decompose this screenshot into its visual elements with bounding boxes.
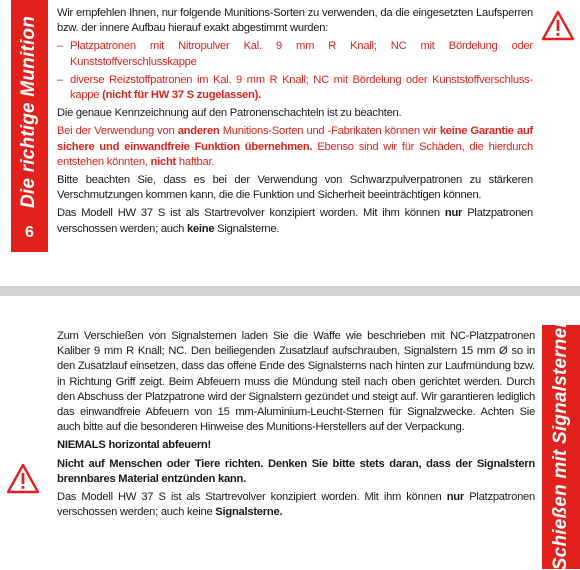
warning-text: Nicht auf Menschen oder Tiere richten. Denken Sie bitte stets daran, dass der Signalstern brennbares Material entzünden kann. [57,457,535,485]
paragraph: Das Modell HW 37 S ist als Startrevolver konzipiert worden. Mit ihm können nur Platzpatronen verschossen werden; auch keine Signalsterne. [57,491,535,519]
section-divider [0,286,580,296]
section-sidebar-bottom [542,315,580,570]
list-item: – diverse Reizstoffpatronen im Kal. 9 mm R Knall; NC mit Bördelung oder Kunststoffverschluss-kappe (nicht für HW 37 S zugelassen). [57,73,533,102]
paragraph: Das Modell HW 37 S ist als Startrevolver konzipiert worden. Mit ihm können nur Platzpatronen verschossen werden; auch keine Signalsterne. [57,207,533,235]
instructions-paragraph: Zum Verschießen von Signalsternen laden Sie die Waffe wie beschrieben mit NC-Platzpatronen Kaliber 9 mm R Knall; NC. Den beiliegenden Zusatzlauf aufschrauben, Signalstern 15 mm Ø so in den Zusatzlauf einsetzen, dass das offene Ende des Signalsterns nach hinten zur Laufmündung bzw. in Richtung Griff zeigt. Beim Abfeuern muss die Mündung steil nach oben gerichtet werden. Durch den Abschuss der Platzpatrone wird der Signalstern gezündet und steigt auf. Wir garantieren lediglich das einwandfreie Abfeuern von 15 mm-Aluminium-Leucht-Sternen für Signalzwecke. Achten Sie auch bitte auf die besonderen Hinweise des Munitions-Herstellers auf der Verpackung. [57,330,535,434]
warning-triangle-icon [541,10,575,42]
section-sidebar-top [11,0,48,252]
intro-paragraph: Wir empfehlen Ihnen, nur folgende Munitions-Sorten zu verwenden, da die eingesetzten Laufsperren bzw. der innere Aufbau hierauf exakt abgestimmt wurden: [57,7,533,35]
page-number: 6 [25,224,34,241]
warning-text: NIEMALS horizontal abfeuern! [57,439,211,452]
warranty-paragraph: Bei der Verwendung von anderen Munitions-Sorten und -Fabrikaten können wir keine Garantie auf sichere und einwandfreie Funktion übernehmen. Ebenso sind wir für Schäden, die hierdurch entstehen könnten, nicht haftbar. [57,125,534,168]
text-block-bottom [57,329,535,523]
section-title-top: Die richtige Munition [18,15,39,209]
paragraph: Bitte beachten Sie, dass es bei der Verwendung von Schwarzpulverpatronen zu stärkeren Verschmutzungen kommen kann, die die Funktion und Sicherheit beeinträchtigen können. [57,174,533,202]
paragraph: Die genaue Kennzeichnung auf den Patronenschachteln ist zu beachten. [57,107,402,120]
list-item: – Platzpatronen mit Nitropulver Kal. 9 mm R Knall; NC mit Bördelung oder Kunststoffverschlusskappe [57,40,533,68]
text-block-top [57,6,533,240]
section-title-bottom: Schießen mit Signalsternen [550,315,571,570]
warning-triangle-icon [6,463,40,495]
